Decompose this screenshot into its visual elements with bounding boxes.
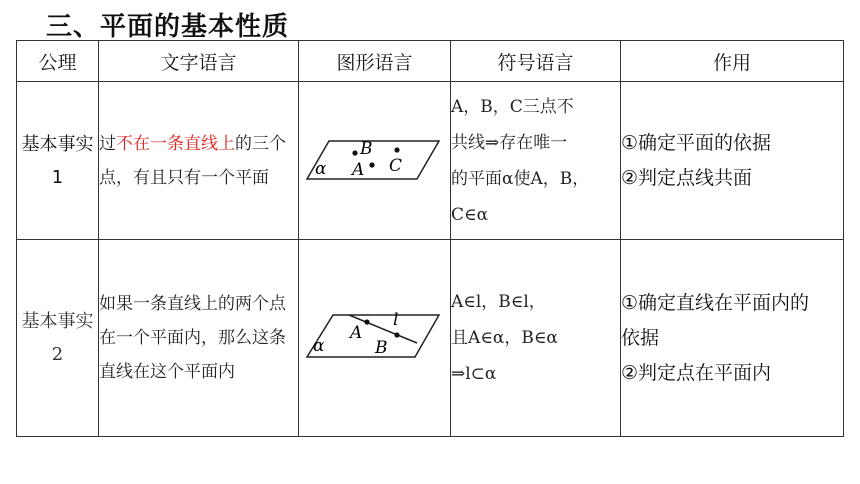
- function-cell: ①确定平面的依据 ②判定点线共面: [621, 82, 844, 240]
- plane-line-figure: [305, 305, 445, 367]
- table-row: [17, 240, 844, 437]
- point-c: [394, 147, 399, 152]
- plane-label: α: [314, 158, 326, 179]
- axiom-table: [16, 40, 844, 437]
- plane-shape: [307, 315, 439, 357]
- point-b-label: B: [374, 338, 387, 358]
- symbol-language-cell: A∈l，B∈l， 且A∈α，B∈α ⇒l⊂α: [451, 240, 621, 437]
- axiom-name: 基本事实2: [17, 240, 99, 437]
- plane-label: α: [312, 336, 324, 356]
- text-language-cell: 如果一条直线上的两个点在一个平面内，那么这条直线在这个平面内: [99, 240, 299, 437]
- point-b-label: B: [359, 138, 372, 159]
- emphasis-text: 不在一条直线上: [116, 133, 235, 154]
- point-b: [394, 332, 399, 337]
- table-header-row: [17, 41, 844, 82]
- text-language-cell: 过不在一条直线上的三个点，有且只有一个平面: [99, 82, 299, 240]
- point-a: [369, 162, 374, 167]
- point-c-label: C: [388, 155, 402, 176]
- plane-three-points-figure: [305, 129, 445, 189]
- header-symbol-language: 符号语言: [451, 41, 621, 82]
- figure-cell: [299, 240, 451, 437]
- axiom-name: 基本事实1: [17, 82, 99, 240]
- plane-shape: [307, 138, 439, 179]
- header-text-language: 文字语言: [99, 41, 299, 82]
- header-function: 作用: [621, 41, 844, 82]
- figure-cell: [299, 82, 451, 240]
- table-row: [17, 82, 844, 240]
- point-a: [364, 319, 369, 324]
- section-title: 三、平面的基本性质: [46, 12, 290, 42]
- point-a-label: A: [349, 323, 362, 343]
- point-a-label: A: [351, 159, 364, 180]
- function-cell: ①确定直线在平面内的 依据 ②判定点在平面内: [621, 240, 844, 437]
- header-figure-language: 图形语言: [299, 41, 451, 82]
- header-axiom: 公理: [17, 41, 99, 82]
- point-b: [352, 150, 357, 155]
- line-l-label: l: [392, 310, 398, 330]
- symbol-language-cell: A，B，C三点不 共线⇒存在唯一 的平面α使A，B， C∈α: [451, 82, 621, 240]
